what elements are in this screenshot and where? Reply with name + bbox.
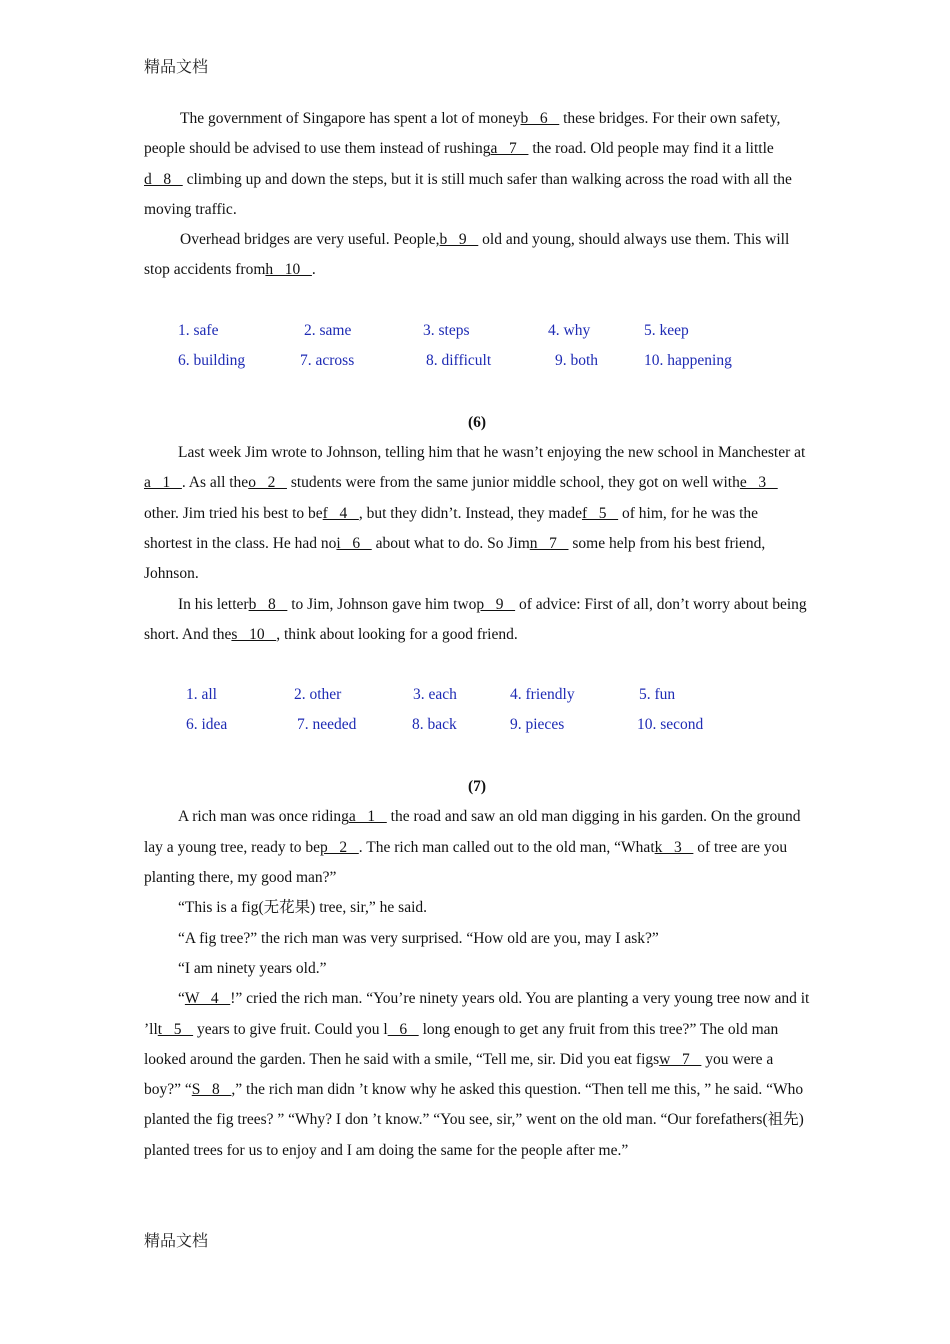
passage6-heading: (6) <box>467 413 487 431</box>
answer-item: 1. all <box>186 686 217 704</box>
answer-item: 6. building <box>178 351 246 369</box>
page-footer: 精品文档 <box>144 1233 209 1250</box>
blank-3[interactable]: e 3 <box>739 474 778 492</box>
answer-item: 2. other <box>294 686 342 704</box>
passage7-paragraph-4: “I am ninety years old.” <box>178 959 327 977</box>
blank-10[interactable]: h 10 <box>265 261 312 279</box>
answer-item: 1. safe <box>178 321 219 339</box>
answer-item: 4. friendly <box>510 686 575 704</box>
passage5-paragraph-2: Overhead bridges are very useful. People,b 9 old and young, should always use them. This will stop accidents fromh 10 . <box>144 225 810 286</box>
blank-6[interactable]: i 6 <box>336 534 372 552</box>
passage7-paragraph-3: “A fig tree?” the rich man was very surprised. “How old are you, may I ask?” <box>178 929 659 947</box>
passage7-heading: (7) <box>467 778 487 796</box>
blank-9[interactable]: p 9 <box>476 595 516 613</box>
blank-8[interactable]: b 8 <box>248 595 288 613</box>
blank-9[interactable]: b 9 <box>439 231 479 249</box>
page-header: 精品文档 <box>144 59 209 76</box>
blank-1[interactable]: a 1 <box>144 474 182 492</box>
answer-item: 3. each <box>413 686 457 704</box>
passage7-paragraph-5: “W 4 !” cried the rich man. “You’re ninety years old. You are planting a very young tree now and it ’llt 5 years to give fruit. Could you l 6 long enough to get any fruit from this tree?” The old man looked around the garden. Then he said with a smile, “Tell me, sir. Did you eat figsw 7 you were a boy?” “S 8 ,” the rich man didn ’t know why he asked this question. “Then tell me this, ” he said. “Who planted the fig trees? ” “Why? I don ’t know.” “You see, sir,” went on the old man. “Our forefathers(祖先) planted trees for us to enjoy and I am doing the same for the people after me.” <box>144 984 810 1166</box>
passage6-paragraph-1: Last week Jim wrote to Johnson, telling him that he wasn’t enjoying the new school in Manchester ata 1 . As all theo 2 students were from the same junior middle school, they got on well withe 3 other. Jim tried his best to bef 4 , but they didn’t. Instead, they madef 5 of him, for he was the shortest in the class. He had noi 6 about what to do. So Jimn 7 some help from his best friend, Johnson. <box>144 444 806 583</box>
answer-item: 10. second <box>637 716 704 734</box>
blank-1[interactable]: a 1 <box>348 808 387 826</box>
blank-6[interactable]: b 6 <box>520 110 560 127</box>
passage7-paragraph-1: A rich man was once ridinga 1 the road and saw an old man digging in his garden. On the ground lay a young tree, ready to bep 2 . The rich man called out to the old man, “Whatk 3 of tree are you planting there, my good man?” <box>144 802 810 893</box>
blank-10[interactable]: s 10 <box>231 625 277 643</box>
passage6-paragraph-2: In his letterb 8 to Jim, Johnson gave him twop 9 of advice: First of all, don’t worry about being short. And thes 10 , think about looking for a good friend. <box>144 590 810 651</box>
blank-8[interactable]: d 8 <box>144 170 183 188</box>
passage6-answer-key <box>144 680 810 741</box>
answer-item: 9. both <box>555 351 599 369</box>
answer-item: 7. across <box>300 351 355 369</box>
answer-item: 7. needed <box>297 716 357 734</box>
blank-3[interactable]: k 3 <box>654 838 694 856</box>
passage5-answer-key <box>144 316 810 377</box>
answer-item: 9. pieces <box>510 716 565 734</box>
blank-7[interactable]: n 7 <box>529 534 569 552</box>
blank-2[interactable]: o 2 <box>248 474 287 492</box>
blank-4[interactable]: f 4 <box>322 504 359 522</box>
answer-item: 3. steps <box>423 321 470 339</box>
blank-7[interactable]: a 7 <box>490 140 529 158</box>
answer-item: 8. difficult <box>426 351 492 369</box>
blank-5[interactable]: f 5 <box>581 504 619 522</box>
answer-item: 5. fun <box>639 686 676 704</box>
answer-item: 10. happening <box>644 351 732 369</box>
blank-7[interactable]: w 7 <box>659 1050 702 1068</box>
blank-4[interactable]: W 4 <box>184 990 231 1008</box>
passage5-paragraph-1: The government of Singapore has spent a lot of moneyb 6 these bridges. For their own safety, people should be advised to use them instead of rushinga 7 the road. Old people may find it a littled 8 climbing up and down the steps, but it is still much safer than walking across the road with all the moving traffic. <box>144 104 810 225</box>
answer-item: 4. why <box>548 321 591 339</box>
blank-8[interactable]: S 8 <box>191 1081 232 1099</box>
passage7-paragraph-2: “This is a fig(无花果) tree, sir,” he said. <box>178 899 428 917</box>
blank-2[interactable]: p 2 <box>320 838 359 856</box>
blank-6[interactable]: 6 <box>387 1020 419 1038</box>
answer-item: 6. idea <box>186 716 228 734</box>
answer-item: 5. keep <box>644 321 689 339</box>
answer-item: 8. back <box>412 716 457 734</box>
document-body <box>144 104 810 1166</box>
answer-item: 2. same <box>304 321 352 339</box>
blank-5[interactable]: t 5 <box>157 1020 194 1038</box>
